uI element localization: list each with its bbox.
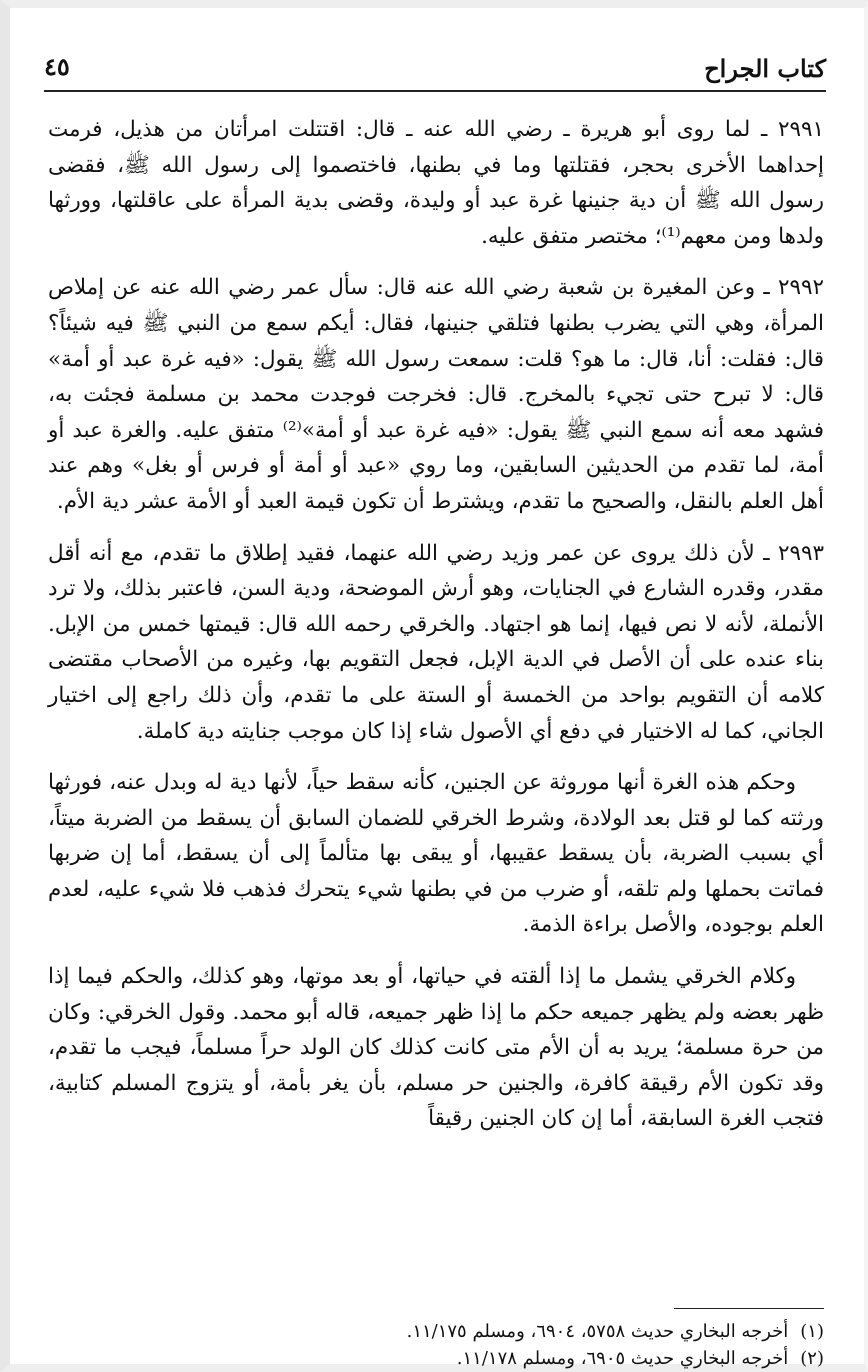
footnote-number: (١) [800, 1321, 824, 1342]
footnote-text: أخرجه البخاري حديث ٦٩٠٥، ومسلم ١١/١٧٨. [456, 1348, 789, 1369]
page-header [44, 48, 826, 92]
page-number: ٤٥ [44, 52, 70, 81]
paragraph-2992: ٢٩٩٢ ـ وعن المغيرة بن شعبة رضي الله عنه قال: سأل عمر رضي الله عنه عن إملاص المرأة، وهي التي يضرب بطنها فتلقي جنينها، فقال: أيكم سمع من النبي ﷺ فيه شيئاً؟ قال: فقلت: أنا، قال: ما هو؟ قلت: سمعت رسول الله ﷺ يقول: «فيه غرة عبد أو أمة» قال: لا تبرح حتى تجيء بالمخرج. قال: فخرجت فوجدت محمد بن مسلمة فجئت به، فشهد معه أنه سمع النبي ﷺ يقول: «فيه غرة عبد أو أمة»⁽²⁾ متفق عليه. والغرة عبد أو أمة، لما تقدم من الحديثين السابقين، وما روي «عبد أو أمة أو فرس أو بغل» وهم عند أهل العلم بالنقل، والصحيح ما تقدم، ويشترط أن تكون قيمة العبد أو الأمة عشر دية الأم. [48, 275, 824, 514]
paragraph-ghurra-inheritance: وحكم هذه الغرة أنها موروثة عن الجنين، كأنه سقط حياً، لأنها دية له وبدل عنه، فورثها ورثته كما لو قتل بعد الولادة، وشرط الخرقي للضمان السابق أن يسقط من الضربة ميتاً، أي بسبب الضربة، بأن يسقط عقيبها، أو يبقى بها متألماً إلى أن يسقط، أما إن ضربها فماتت بحملها ولم تلقه، أو ضرب من في بطنها شيء يتحرك فذهب فلا شيء عليه، لعدم العلم بوجوده، والأصل براءة الذمة. [48, 770, 824, 938]
paragraph-2991: ٢٩٩١ ـ لما روى أبو هريرة ـ رضي الله عنه ـ قال: اقتتلت امرأتان من هذيل، فرمت إحداهما الأخرى بحجر، فقتلتها وما في بطنها، فاختصموا إلى رسول الله ﷺ، فقضى رسول الله ﷺ أن دية جنينها غرة عبد أو وليدة، وقضى بدية المرأة على عاقلتها، وورثها ولدها ومن معهم⁽¹⁾؛ مختصر متفق عليه. [48, 117, 824, 249]
footnotes [50, 1318, 824, 1372]
running-title: كتاب الجراح [704, 54, 826, 83]
footnote-2 [50, 1345, 824, 1372]
page-body [48, 112, 824, 1294]
paragraph-2993: ٢٩٩٣ ـ لأن ذلك يروى عن عمر وزيد رضي الله عنهما، فقيد إطلاق ما تقدم، مع أنه أقل مقدر، وقدره الشارع في الجنايات، وهو أرش الموضحة، ودية السن، فاعتبر بذلك، ولا ترد الأنملة، لأنه لا نص فيها، إنما هو اجتهاد. والخرقي رحمه الله قال: قيمتها خمس من الإبل. بناء عنده على أن الأصل في الدية الإبل، فجعل التقويم بها، وغيره من الأصحاب مقتضى كلامه أن التقويم بواحد من الخمسة أو الستة على ما تقدم، وأن ذلك راجع إلى اختيار الجاني، كما له الاختيار في دفع أي الأصول شاء إذا كان موجب جنايته دية كاملة. [48, 540, 824, 744]
footnote-divider [674, 1308, 824, 1309]
footnote-text: أخرجه البخاري حديث ٥٧٥٨، ٦٩٠٤، ومسلم ١١/١٧٥. [406, 1321, 789, 1342]
footnote-1 [50, 1318, 824, 1345]
paragraph-kharaqi-statement: وكلام الخرقي يشمل ما إذا ألقته في حياتها، أو بعد موتها، وهو كذلك، والحكم فيما إذا ظهر بعضه ولم يظهر جميعه حكم ما إذا ظهر جميعه، قاله أبو محمد. وقول الخرقي: وكان من حرة مسلمة؛ يريد به أن الأم متى كانت كذلك كان الولد حراً مسلماً، فيجب ما تقدم، وقد تكون الأم رقيقة كافرة، والجنين حر مسلم، بأن يغر بأمة، أو يتزوج المسلم كتابية، فتجب الغرة السابقة، أما إن كان الجنين رقيقاً [48, 964, 824, 1132]
footnote-number: (٢) [800, 1348, 824, 1369]
